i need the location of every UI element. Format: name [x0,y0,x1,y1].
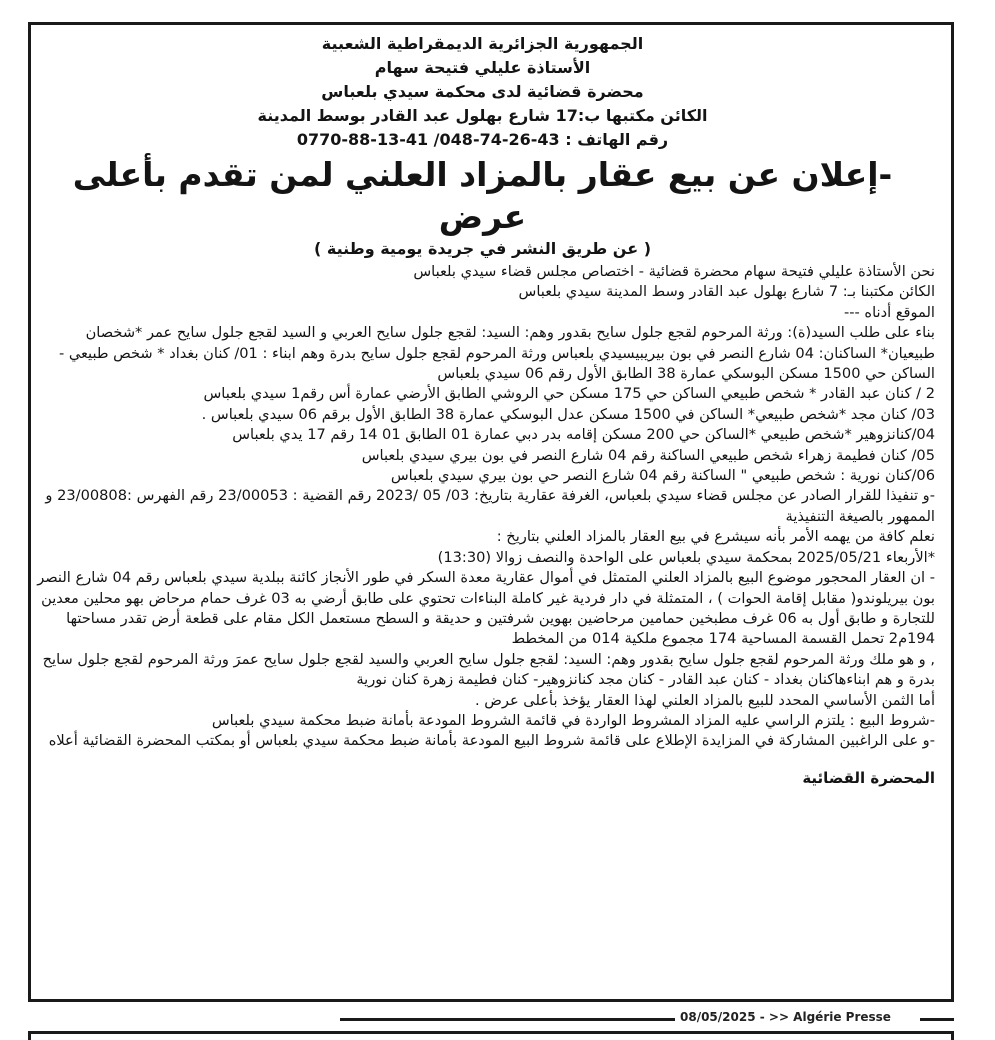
office-address: الكائن مكتبها ب:17 شارع بهلول عبد القادر بوسط المدينة [257,106,708,125]
body-paragraph: -و تنفيذا للقرار الصادر عن مجلس قضاء سيدي بلعباس، الغرفة عقارية بتاريخ: 03/ 05 /2023 رقم القضية : 23/00053 رقم الفهرس :23/00808 و الممهور بالصيغة التنفيذية [45,487,935,525]
republic-name: الجمهورية الجزائرية الديمقراطية الشعبية [321,34,644,53]
body-paragraph: - ان العقار المحجور موضوع البيع بالمزاد العلني المتمثل في أموال عقارية معدة السكر في طور الأنجاز كائنة ببلدية سيدي بلعباس رقم 04 شارع النصر بون بيريلوندو( مقابل إقامة الحوات ) ، المتمثلة في دار فردية غير كاملة البناءات تحتوي على طابق أرضي به 03 غرف حمام مرحاض بهو محلين معدين للتجارة و طابق أول به 06 غرف مطبخين حمامين مرحاضين بهوين شرفتين و حديقة و السطح مستعمل الكل مقام على قطعة أرض تقدر مساحتها 194م2 تحمل القسمة المساحية 174 مجموع ملكية 014 من المخطط [37,569,935,648]
body-paragraph: 03/ كنان مجد *شخص طبيعي* الساكن في 1500 مسكن عدل البوسكي عمارة 38 الطابق الأول برقم 06 سيدي بلعباس . [201,405,935,423]
signature: المحضرة القضائية [802,768,935,787]
source-credit: 08/05/2025 - >> Algérie Presse [680,1010,891,1024]
notice-body [30,262,935,788]
bailiff-name: الأستاذة عليلي فتيحة سهام [374,58,591,77]
body-paragraph: -و على الراغبين المشاركة في المزايدة الإطلاع على قائمة شروط البيع المودعة بأمانة ضبط محكمة سيدي بلعباس أو بمكتب المحضرة القضائية أعلاه [48,732,935,750]
footer-rule-left [340,1018,675,1021]
body-paragraph: 06/كنان نورية : شخص طبيعي " الساكنة رقم 04 شارع النصر حي بون بيري سيدي بلعباس [390,467,935,485]
body-paragraph: نحن الأستاذة عليلي فتيحة سهام محضرة قضائية - اختصاص مجلس قضاء سيدي بلعباس [413,263,935,280]
notice-header [30,32,935,152]
body-paragraph: *الأربعاء 2025/05/21 بمحكمة سيدي بلعباس على الواحدة والنصف زوالا (13:30) [437,548,935,566]
body-paragraph: 05/ كنان فطيمة زهراء شخص طبيعي الساكنة رقم 04 شارع النصر في بون بيري سيدي بلعباس [361,446,935,464]
next-notice-border [28,1031,954,1040]
phone-numbers: رقم الهاتف : 43-26-74-048/ 41-13-88-0770 [296,130,669,149]
bailiff-office: محضرة قضائية لدى محكمة سيدي بلعباس [321,82,644,101]
body-paragraph: أما الثمن الأساسي المحدد للبيع بالمزاد العلني لهذا العقار يؤخذ بأعلى عرض . [474,691,935,709]
body-paragraph: بناء على طلب السيد(ة): ورثة المرحوم لقجع جلول سايح بقدور وهم: السيد: لقجع جلول سايح العربي و السيد لقجع جلول سايح عمر *شخصان طبيعيان* الساكنان: 04 شارع النصر في بون بيريبيسيدي بلعباس ورثة المرحوم لقجع جلول سايح بدرة وهم ابناء : 01/ كنان بغداد * شخص طبيعي - الساكن حي 1500 مسكن البوسكي عمارة 38 الطابق الأول رقم 06 سيدي بلعباس [58,324,935,383]
page-footer [0,1009,995,1029]
body-paragraph: نعلم كافة من يهمه الأمر بأنه سيشرع في بيع العقار بالمزاد العلني بتاريخ : [496,528,935,546]
notice-subheadline: ( عن طريق النشر في جريدة يومية وطنية ) [313,239,652,258]
body-paragraph: -شروط البيع : يلتزم الراسي عليه المزاد المشروط الواردة في قائمة الشروط المودعة بأمانة ضبط محكمة سيدي بلعباس [211,711,935,729]
notice-headline: -إعلان عن بيع عقار بالمزاد العلني لمن تقدم بأعلى عرض [72,155,893,236]
footer-rule-right [920,1018,954,1021]
body-paragraph: 04/كنانزوهير *شخص طبيعي *الساكن حي 200 مسكن إقامه بدر دبي عمارة 01 الطابق 01 14 رقم 17 يدي بلعباس [232,426,935,444]
body-paragraph: الكائن مكتبنا بـ: 7 شارع بهلول عبد القادر وسط المدينة سيدي بلعباس [518,283,935,301]
body-paragraph: الموقع أدناه --- [843,303,935,321]
body-paragraph: 2 / كنان عبد القادر * شخص طبيعي الساكن حي 175 مسكن حي الروشي الطابق الأرضي عمارة أس رقم1 سيدي بلعباس [203,385,935,403]
legal-notice [30,32,935,788]
body-paragraph: , و هو ملك ورثة المرحوم لقجع جلول سايح بقدور وهم: السيد: لقجع جلول سايح العربي والسيد لقجع جلول سايح عمرَ ورثة المرحوم لقجع جلول سايح بدرة و هم ابناءهاكنان بغداد - كنان عبد القادر - كنان مجد كنانزوهير- كنان فطيمة زهرة كنان نورية [42,650,935,689]
